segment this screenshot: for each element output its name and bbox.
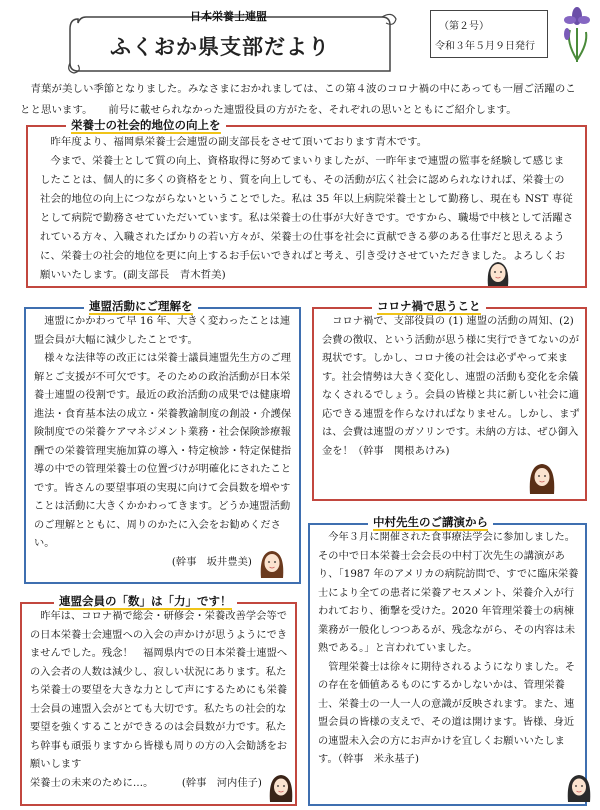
paragraph: 管理栄養士は徐々に期待されるようになりました。その存在を価値あるものにするかしないかは、管理栄養士、栄養士の一人一人の意識が反映されます。また、連盟会員の皆様の支えで、その道は開けます。皆様、身近の連盟未入会の方にお声かけを宜しくお願いいたします。（幹事 米永基子) [318, 661, 576, 765]
section-understanding [24, 307, 301, 584]
heading-text: 中村先生のご講演から [373, 515, 488, 529]
section-members-power [20, 602, 297, 806]
avatar-aoki [484, 258, 512, 288]
paragraph: 昨年度より、福岡県栄養士会連盟の副支部長をさせて頂いております青木です。 [50, 136, 428, 148]
intro-text: 青葉が美しい季節となりました。みなさまにおかれましては、この第４波のコロナ禍の中にあっても一層ご活躍のことと思います。 前号に載せられなかった連盟役員の方がたを、それぞれの思いとともにご紹介します。 [20, 83, 576, 116]
section-heading-lecture [368, 514, 493, 530]
issue-date: 令和３年５月９日発行 [435, 41, 535, 52]
paragraph: 今まで、栄養士として質の向上、資格取得に努めてまいりましたが、一昨年まで連盟の監事を経験して感じましたことは、個人的に多くの資格をとり、質を向上しても、その活動が広く社会に認められなければ、栄養士の社会的地位の向上につながらないということでした。私は 35 年以上病院栄養士として勤務し、現在も NST 専従として病院で勤務させていただいています。私は栄養士の仕事が大好きです。ですから、職場で中核として活躍されている方々、入職されたばかりの若い方々が、栄養士の仕事を社会に貢献できる夢のある仕事だと思えるように、栄養士の社会的地位を更に向上するお手伝いできればと考え、引き受けさせていただきました。よろしくお願いいたします。(副支部長 青木哲美) [40, 155, 574, 281]
heading-text: 連盟会員の「数」は「力」です！ [59, 594, 232, 608]
section-lecture [308, 523, 587, 806]
paragraph: 連盟にかかわって早 16 年、大きく変わったことは連盟会員が大幅に減少したことです。 [34, 316, 291, 346]
section-heading-understanding [84, 298, 198, 314]
section-heading-social-status [66, 117, 226, 133]
heading-text: コロナ禍で思うこと [377, 299, 481, 313]
paragraph: 栄養士の未来のために…。 [30, 777, 154, 789]
paragraph: 昨年は、コロナ禍で総会・研修会・栄養改善学会等での日本栄養士会連盟への入会の声かけが思うようにできませんでした。残念！ 福岡県内での日本栄養士連盟への入会者の人数は減少し、寂しい状況にあります。私たち栄養士の要望を大きな力として声にするためにも栄養士会員の連盟入会がとても大切です。私たちの社会的な要望を強くすることができるのは会員数が力です。私たち幹事も頑張りますから皆様も周りの方の入会勧誘をお願いします [30, 611, 288, 770]
paragraph: 様々な法律等の改正には栄養士議員連盟先生方のご理解とご支援が不可欠です。そのための政治活動が日本栄養士連盟の役割です。最近の政治活動の成果では健康増進法・食育基本法の成立・栄養教諭制度の創設・介護保険制度での栄養ケアマネジメント業務・社会保険診療報酬での栄養管理実施加算の導入・特定検診・特定保健指導の中での管理栄養士の位置づけが明確化にされたことです。皆さんの要望事項の実現に向けて会員数を増やすことは活動に大きくかかわってきます。どうか連盟活動のご理解とともに、周りのかたに入会をお勧めください。 [34, 353, 292, 549]
iris-flower-illustration [560, 2, 594, 64]
signature: (幹事 坂井豊美) [171, 556, 252, 568]
page-title: ふくおか県支部だより [110, 35, 330, 59]
paragraph: 今年３月に開催された食事療法学会に参加しました。その中で日本栄養士会会長の中村丁次先生の講演があり、「1987 年のアメリカの病院訪問で、すでに臨床栄養士により全ての患者に栄養アセスメント、栄養介入が行われており、衝撃を受けた。2020 年管理栄養士の病棟業務が一般化しつつあるが、残念ながら、その内容は未熟である。」と言われていました。 [318, 532, 579, 654]
section-heading-corona [372, 298, 486, 314]
avatar-yonenaga [566, 772, 592, 804]
heading-text: 連盟活動にご理解を [89, 299, 193, 313]
avatar-kawachi [268, 772, 294, 804]
org-name: 日本栄養士連盟 [190, 10, 267, 23]
section-heading-members-power [54, 593, 237, 609]
issue-box [430, 10, 548, 58]
paragraph: コロナ禍で、支部役員の (1) 連盟の活動の周知、(2) 会費の徴収、という活動が思う様に実行できてないのが現状です。しかし、コロナ後の社会は必ずやって来ます。社会情勢は大きく変化し、連盟の活動も変化を余儀なくされるでしょう。会員の皆様と共に新しい社会に適応できる連盟を作らなければなりません。しかし、まずは、会費は連盟のガソリンです。未納の方は、ぜひ御入金を！（幹事 関根あけみ) [322, 316, 580, 457]
avatar-sakai [258, 548, 286, 580]
heading-text: 栄養士の社会的地位の向上を [71, 118, 221, 132]
avatar-sekine [528, 462, 556, 496]
issue-number: （第２号） [439, 21, 489, 32]
signature: (幹事 河内佳子) [181, 778, 262, 789]
